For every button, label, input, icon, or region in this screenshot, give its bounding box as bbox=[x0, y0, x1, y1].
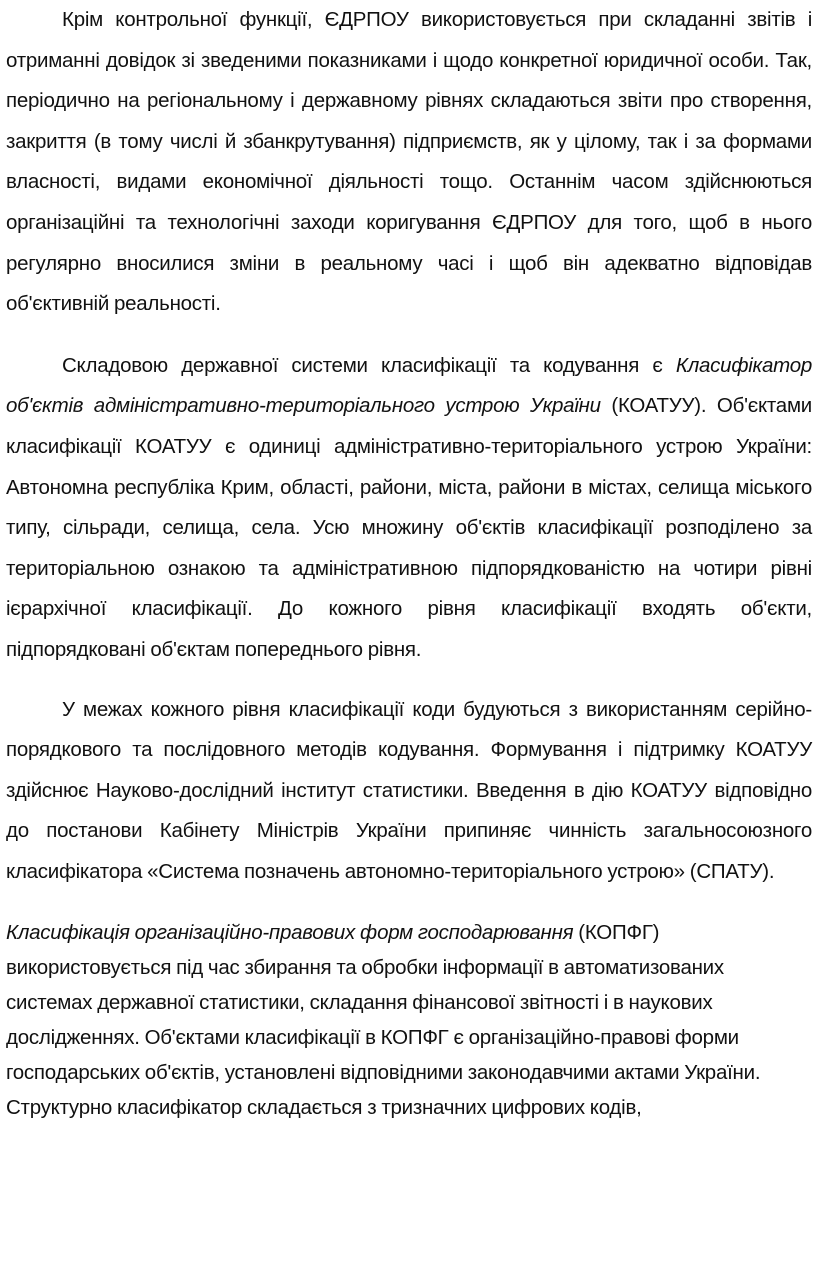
paragraph-coding-methods: У межах кожного рівня класифікації коди будуються з використанням серійно-порядкового та послідовного методів кодування. Формування і підтримку КОАТУУ здійснює Науково-дослідний інститут статистики. Введення в дію КОАТУУ відповідно до постанови Кабінету Міністрів України припиняє чинність загальносоюзного класифікатора «Система позначень автономно-територіального устрою» (СПАТУ). bbox=[6, 697, 812, 883]
paragraph-kopfg-body: (КОПФГ) використовується під час збирання та обробки інформації в автоматизованих системах державної статистики, складання фінансової звітності і в наукових дослідженнях. Об'єктами класифікації в КОПФГ є організаційно-правові форми господарських об'єктів, установлені відповідними законодавчими актами України. Структурно класифікатор складається з тризначних цифрових кодів, bbox=[6, 921, 761, 1120]
paragraph-koatuu bbox=[6, 346, 812, 671]
paragraph-edrpou: Крім контрольної функції, ЄДРПОУ використовується при складанні звітів і отриманні довідок зі зведеними показниками і щодо конкретної юридичної особи. Так, періодично на регіональному і державному рівнях складаються звіти про створення, закриття (в тому числі й збанкрутування) підприємств, як у цілому, так і за формами власності, видами економічної діяльності тощо. Останнім часом здійснюються організаційні та технологічні заходи коригування ЄДРПОУ для того, щоб в нього регулярно вносилися зміни в реальному часі і щоб він адекватно відповідав об'єктивній реальності. bbox=[6, 8, 812, 316]
document-page bbox=[6, 0, 812, 1125]
kopfg-term: Класифікація організаційно-правових форм господарювання bbox=[6, 921, 574, 945]
paragraph-koatuu-intro: Складовою державної системи класифікації та кодування є bbox=[62, 353, 676, 377]
koatuu-term: Класифікатор об'єктів адміністративно-територіального устрою України bbox=[6, 353, 812, 418]
paragraph-koatuu-body: (КОАТУУ). Об'єктами класифікації КОАТУУ є одиниці адміністративно-територіального устрою України: Автономна республіка Крим, області, райони, міста, райони в містах, селища міського типу, сільради, селища, села. Усю множину об'єктів класифікації розподілено за територіальною ознакою та адміністративною підпорядкованістю на чотири рівні ієрархічної класифікації. До кожного рівня класифікації входять об'єкти, підпорядковані об'єктам попереднього рівня. bbox=[6, 394, 812, 661]
paragraph-kopfg bbox=[6, 915, 812, 1125]
